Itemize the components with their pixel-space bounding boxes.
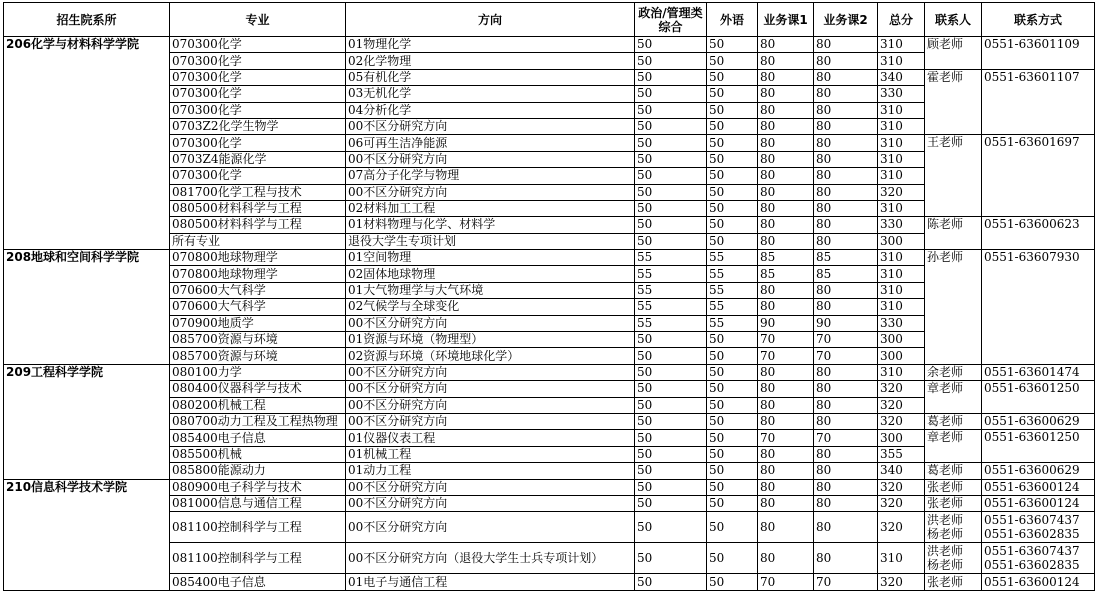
total-score: 320 — [878, 413, 925, 429]
total-score: 310 — [878, 200, 925, 216]
politics-score: 50 — [635, 69, 707, 85]
major-cell: 070300化学 — [170, 168, 346, 184]
major-cell: 070800地球物理学 — [170, 266, 346, 282]
politics-score: 50 — [635, 37, 707, 53]
course1-score: 90 — [758, 315, 814, 331]
politics-score: 50 — [635, 118, 707, 134]
course1-score: 80 — [758, 168, 814, 184]
major-cell: 0703Z4能源化学 — [170, 151, 346, 167]
header-major: 专业 — [170, 3, 346, 37]
total-score: 310 — [878, 118, 925, 134]
direction-cell: 00不区分研究方向 — [346, 397, 635, 413]
contact-phone: 0551-63600124 — [982, 479, 1095, 495]
total-score: 340 — [878, 463, 925, 479]
total-score: 310 — [878, 266, 925, 282]
header-contact: 联系人 — [925, 3, 982, 37]
total-score: 310 — [878, 250, 925, 266]
politics-score: 50 — [635, 348, 707, 364]
contact-name: 张老师 — [925, 479, 982, 495]
course1-score: 85 — [758, 250, 814, 266]
major-cell: 080500材料科学与工程 — [170, 217, 346, 233]
course2-score: 80 — [814, 69, 878, 85]
foreign-score: 50 — [707, 543, 758, 574]
course2-score: 80 — [814, 135, 878, 151]
course2-score: 80 — [814, 168, 878, 184]
course2-score: 80 — [814, 479, 878, 495]
direction-cell: 退役大学生专项计划 — [346, 233, 635, 249]
table-row — [4, 250, 1095, 266]
course2-score: 85 — [814, 266, 878, 282]
course2-score: 80 — [814, 118, 878, 134]
course1-score: 80 — [758, 233, 814, 249]
politics-score: 50 — [635, 217, 707, 233]
foreign-score: 50 — [707, 397, 758, 413]
politics-score: 50 — [635, 543, 707, 574]
foreign-score: 55 — [707, 250, 758, 266]
course2-score: 80 — [814, 495, 878, 511]
school-name: 208地球和空间科学学院 — [4, 250, 170, 365]
politics-score: 50 — [635, 135, 707, 151]
contact-phone: 0551-63601474 — [982, 364, 1095, 380]
politics-score: 50 — [635, 151, 707, 167]
politics-score: 50 — [635, 446, 707, 462]
contact-phone: 0551-63601107 — [982, 69, 1095, 135]
politics-score: 50 — [635, 512, 707, 543]
major-cell: 081000信息与通信工程 — [170, 495, 346, 511]
course2-score: 70 — [814, 348, 878, 364]
direction-cell: 06可再生洁净能源 — [346, 135, 635, 151]
foreign-score: 50 — [707, 446, 758, 462]
course1-score: 80 — [758, 479, 814, 495]
major-cell: 085400电子信息 — [170, 574, 346, 590]
contact-phone: 0551-63607437 — [984, 544, 1080, 559]
politics-score: 50 — [635, 233, 707, 249]
header-phone: 联系方式 — [982, 3, 1095, 37]
course2-score: 80 — [814, 151, 878, 167]
contact-name: 王老师 — [925, 135, 982, 217]
contact-name: 张老师 — [925, 574, 982, 590]
direction-cell: 00不区分研究方向 — [346, 315, 635, 331]
header-school: 招生院系所 — [4, 3, 170, 37]
course2-score: 80 — [814, 102, 878, 118]
school-name: 209工程科学学院 — [4, 364, 170, 479]
politics-score: 50 — [635, 184, 707, 200]
contact-phone: 0551-63600124 — [982, 495, 1095, 511]
major-cell: 085700资源与环境 — [170, 332, 346, 348]
major-cell: 081100控制科学与工程 — [170, 512, 346, 543]
direction-cell: 01机械工程 — [346, 446, 635, 462]
course2-score: 80 — [814, 446, 878, 462]
header-total: 总分 — [878, 3, 925, 37]
foreign-score: 50 — [707, 413, 758, 429]
major-cell: 所有专业 — [170, 233, 346, 249]
course1-score: 80 — [758, 463, 814, 479]
foreign-score: 50 — [707, 574, 758, 590]
course1-score: 80 — [758, 184, 814, 200]
foreign-score: 55 — [707, 266, 758, 282]
header-foreign: 外语 — [707, 3, 758, 37]
course2-score: 80 — [814, 463, 878, 479]
course1-score: 80 — [758, 495, 814, 511]
major-cell: 081100控制科学与工程 — [170, 543, 346, 574]
foreign-score: 50 — [707, 184, 758, 200]
course1-score: 80 — [758, 37, 814, 53]
course2-score: 80 — [814, 217, 878, 233]
total-score: 340 — [878, 69, 925, 85]
foreign-score: 50 — [707, 217, 758, 233]
direction-cell: 00不区分研究方向 — [346, 413, 635, 429]
direction-cell: 02化学物理 — [346, 53, 635, 69]
course2-score: 80 — [814, 184, 878, 200]
contact-phone: 0551-63600623 — [982, 217, 1095, 250]
total-score: 300 — [878, 233, 925, 249]
foreign-score: 50 — [707, 233, 758, 249]
contact-name: 霍老师 — [925, 69, 982, 135]
table-row — [4, 364, 1095, 380]
major-cell: 0703Z2化学生物学 — [170, 118, 346, 134]
major-cell: 070300化学 — [170, 86, 346, 102]
contact-phone: 0551-63602835 — [984, 527, 1080, 542]
politics-score: 50 — [635, 574, 707, 590]
course1-score: 85 — [758, 266, 814, 282]
course1-score: 80 — [758, 282, 814, 298]
major-cell: 070300化学 — [170, 102, 346, 118]
contact-phone: 0551-63601250 — [982, 381, 1095, 414]
major-cell: 080100力学 — [170, 364, 346, 380]
total-score: 320 — [878, 397, 925, 413]
direction-cell: 04分析化学 — [346, 102, 635, 118]
foreign-score: 50 — [707, 168, 758, 184]
major-cell: 081700化学工程与技术 — [170, 184, 346, 200]
foreign-score: 50 — [707, 118, 758, 134]
course1-score: 80 — [758, 299, 814, 315]
major-cell: 085800能源动力 — [170, 463, 346, 479]
course2-score: 80 — [814, 397, 878, 413]
course1-score: 80 — [758, 118, 814, 134]
foreign-score: 50 — [707, 53, 758, 69]
header-politics: 政治/管理类综合 — [635, 3, 707, 37]
direction-cell: 01资源与环境（物理型） — [346, 332, 635, 348]
major-cell: 085700资源与环境 — [170, 348, 346, 364]
table-row — [4, 37, 1095, 53]
contact-name: 杨老师 — [927, 527, 964, 542]
total-score: 310 — [878, 168, 925, 184]
course1-score: 80 — [758, 512, 814, 543]
major-cell: 085500机械 — [170, 446, 346, 462]
contact-phone: 0551-63600629 — [982, 463, 1095, 479]
course2-score: 80 — [814, 413, 878, 429]
header-direction: 方向 — [346, 3, 635, 37]
politics-score: 50 — [635, 168, 707, 184]
foreign-score: 50 — [707, 200, 758, 216]
course1-score: 80 — [758, 102, 814, 118]
direction-cell: 01电子与通信工程 — [346, 574, 635, 590]
total-score: 330 — [878, 217, 925, 233]
contact-phone: 0551-63601109 — [982, 37, 1095, 70]
politics-score: 50 — [635, 397, 707, 413]
major-cell: 070300化学 — [170, 37, 346, 53]
course1-score: 80 — [758, 86, 814, 102]
course2-score: 80 — [814, 233, 878, 249]
direction-cell: 00不区分研究方向 — [346, 184, 635, 200]
total-score: 310 — [878, 299, 925, 315]
direction-cell: 01物理化学 — [346, 37, 635, 53]
course1-score: 80 — [758, 381, 814, 397]
major-cell: 080700动力工程及工程热物理 — [170, 413, 346, 429]
politics-score: 50 — [635, 53, 707, 69]
direction-cell: 01动力工程 — [346, 463, 635, 479]
major-cell: 085400电子信息 — [170, 430, 346, 446]
contact-name: 葛老师 — [925, 413, 982, 429]
contact-name: 顾老师 — [925, 37, 982, 70]
politics-score: 50 — [635, 495, 707, 511]
direction-cell: 00不区分研究方向 — [346, 151, 635, 167]
course2-score: 80 — [814, 53, 878, 69]
course1-score: 80 — [758, 364, 814, 380]
direction-cell: 01大气物理学与大气环境 — [346, 282, 635, 298]
course2-score: 80 — [814, 364, 878, 380]
contact-name: 葛老师 — [925, 463, 982, 479]
politics-score: 50 — [635, 332, 707, 348]
course1-score: 80 — [758, 413, 814, 429]
course2-score: 80 — [814, 37, 878, 53]
course2-score: 80 — [814, 200, 878, 216]
table-row — [4, 479, 1095, 495]
politics-score: 50 — [635, 430, 707, 446]
foreign-score: 50 — [707, 348, 758, 364]
course1-score: 70 — [758, 574, 814, 590]
contact-phone-pair — [982, 543, 1095, 574]
course2-score: 80 — [814, 299, 878, 315]
total-score: 300 — [878, 348, 925, 364]
total-score: 300 — [878, 430, 925, 446]
contact-phone: 0551-63607930 — [982, 250, 1095, 365]
foreign-score: 50 — [707, 479, 758, 495]
major-cell: 070600大气科学 — [170, 299, 346, 315]
politics-score: 55 — [635, 266, 707, 282]
foreign-score: 50 — [707, 381, 758, 397]
total-score: 310 — [878, 135, 925, 151]
major-cell: 070300化学 — [170, 53, 346, 69]
course1-score: 70 — [758, 348, 814, 364]
total-score: 320 — [878, 184, 925, 200]
politics-score: 55 — [635, 250, 707, 266]
contact-phone: 0551-63600629 — [982, 413, 1095, 429]
politics-score: 50 — [635, 463, 707, 479]
major-cell: 070900地质学 — [170, 315, 346, 331]
course1-score: 80 — [758, 397, 814, 413]
total-score: 310 — [878, 282, 925, 298]
course1-score: 80 — [758, 200, 814, 216]
politics-score: 50 — [635, 200, 707, 216]
school-name: 206化学与材料科学学院 — [4, 37, 170, 250]
course1-score: 80 — [758, 69, 814, 85]
major-cell: 080900电子科学与技术 — [170, 479, 346, 495]
politics-score: 50 — [635, 102, 707, 118]
contact-phone: 0551-63601250 — [982, 430, 1095, 463]
major-cell: 070300化学 — [170, 69, 346, 85]
course2-score: 70 — [814, 574, 878, 590]
major-cell: 070800地球物理学 — [170, 250, 346, 266]
course1-score: 80 — [758, 217, 814, 233]
total-score: 320 — [878, 381, 925, 397]
total-score: 330 — [878, 86, 925, 102]
course1-score: 80 — [758, 543, 814, 574]
contact-name: 洪老师 — [927, 544, 964, 559]
course1-score: 80 — [758, 53, 814, 69]
politics-score: 55 — [635, 282, 707, 298]
total-score: 300 — [878, 332, 925, 348]
contact-name-pair — [925, 543, 982, 574]
direction-cell: 02材料加工工程 — [346, 200, 635, 216]
direction-cell: 05有机化学 — [346, 69, 635, 85]
contact-phone: 0551-63602835 — [984, 558, 1080, 573]
admission-score-table — [3, 2, 1095, 591]
total-score: 320 — [878, 574, 925, 590]
course1-score: 80 — [758, 151, 814, 167]
foreign-score: 50 — [707, 430, 758, 446]
direction-cell: 02气候学与全球变化 — [346, 299, 635, 315]
politics-score: 50 — [635, 479, 707, 495]
foreign-score: 55 — [707, 299, 758, 315]
contact-name: 洪老师 — [927, 513, 964, 528]
foreign-score: 50 — [707, 364, 758, 380]
total-score: 330 — [878, 315, 925, 331]
course2-score: 80 — [814, 86, 878, 102]
politics-score: 50 — [635, 86, 707, 102]
foreign-score: 50 — [707, 69, 758, 85]
course2-score: 80 — [814, 381, 878, 397]
foreign-score: 50 — [707, 37, 758, 53]
major-cell: 070300化学 — [170, 135, 346, 151]
total-score: 310 — [878, 102, 925, 118]
course2-score: 70 — [814, 332, 878, 348]
course2-score: 80 — [814, 543, 878, 574]
contact-phone-pair — [982, 512, 1095, 543]
course2-score: 70 — [814, 430, 878, 446]
course2-score: 90 — [814, 315, 878, 331]
course2-score: 80 — [814, 512, 878, 543]
direction-cell: 01空间物理 — [346, 250, 635, 266]
total-score: 310 — [878, 53, 925, 69]
major-cell: 080200机械工程 — [170, 397, 346, 413]
foreign-score: 50 — [707, 151, 758, 167]
contact-name: 张老师 — [925, 495, 982, 511]
header-row — [4, 3, 1095, 37]
course1-score: 80 — [758, 135, 814, 151]
major-cell: 070600大气科学 — [170, 282, 346, 298]
total-score: 320 — [878, 512, 925, 543]
contact-name: 杨老师 — [927, 558, 964, 573]
foreign-score: 55 — [707, 282, 758, 298]
contact-name: 章老师 — [925, 381, 982, 414]
direction-cell: 00不区分研究方向 — [346, 495, 635, 511]
direction-cell: 01材料物理与化学、材料学 — [346, 217, 635, 233]
course1-score: 70 — [758, 430, 814, 446]
contact-phone: 0551-63601697 — [982, 135, 1095, 217]
politics-score: 50 — [635, 364, 707, 380]
course1-score: 80 — [758, 446, 814, 462]
course2-score: 80 — [814, 282, 878, 298]
total-score: 355 — [878, 446, 925, 462]
contact-phone: 0551-63607437 — [984, 513, 1080, 528]
foreign-score: 50 — [707, 332, 758, 348]
foreign-score: 50 — [707, 463, 758, 479]
total-score: 310 — [878, 543, 925, 574]
major-cell: 080400仪器科学与技术 — [170, 381, 346, 397]
politics-score: 55 — [635, 315, 707, 331]
school-name: 210信息科学技术学院 — [4, 479, 170, 590]
contact-name: 陈老师 — [925, 217, 982, 250]
foreign-score: 50 — [707, 86, 758, 102]
foreign-score: 55 — [707, 315, 758, 331]
contact-phone: 0551-63600124 — [982, 574, 1095, 590]
contact-name: 章老师 — [925, 430, 982, 463]
direction-cell: 00不区分研究方向（退役大学生士兵专项计划） — [346, 543, 635, 574]
contact-name: 余老师 — [925, 364, 982, 380]
direction-cell: 00不区分研究方向 — [346, 479, 635, 495]
header-course2: 业务课2 — [814, 3, 878, 37]
direction-cell: 00不区分研究方向 — [346, 512, 635, 543]
politics-score: 55 — [635, 299, 707, 315]
course2-score: 85 — [814, 250, 878, 266]
header-course1: 业务课1 — [758, 3, 814, 37]
direction-cell: 02固体地球物理 — [346, 266, 635, 282]
direction-cell: 00不区分研究方向 — [346, 118, 635, 134]
direction-cell: 07高分子化学与物理 — [346, 168, 635, 184]
politics-score: 50 — [635, 413, 707, 429]
direction-cell: 03无机化学 — [346, 86, 635, 102]
foreign-score: 50 — [707, 495, 758, 511]
total-score: 310 — [878, 364, 925, 380]
foreign-score: 50 — [707, 135, 758, 151]
total-score: 320 — [878, 479, 925, 495]
total-score: 310 — [878, 151, 925, 167]
politics-score: 50 — [635, 381, 707, 397]
direction-cell: 01仪器仪表工程 — [346, 430, 635, 446]
direction-cell: 00不区分研究方向 — [346, 364, 635, 380]
total-score: 310 — [878, 37, 925, 53]
contact-name-pair — [925, 512, 982, 543]
direction-cell: 02资源与环境（环境地球化学） — [346, 348, 635, 364]
course1-score: 70 — [758, 332, 814, 348]
major-cell: 080500材料科学与工程 — [170, 200, 346, 216]
foreign-score: 50 — [707, 102, 758, 118]
total-score: 320 — [878, 495, 925, 511]
contact-name: 孙老师 — [925, 250, 982, 365]
direction-cell: 00不区分研究方向 — [346, 381, 635, 397]
foreign-score: 50 — [707, 512, 758, 543]
